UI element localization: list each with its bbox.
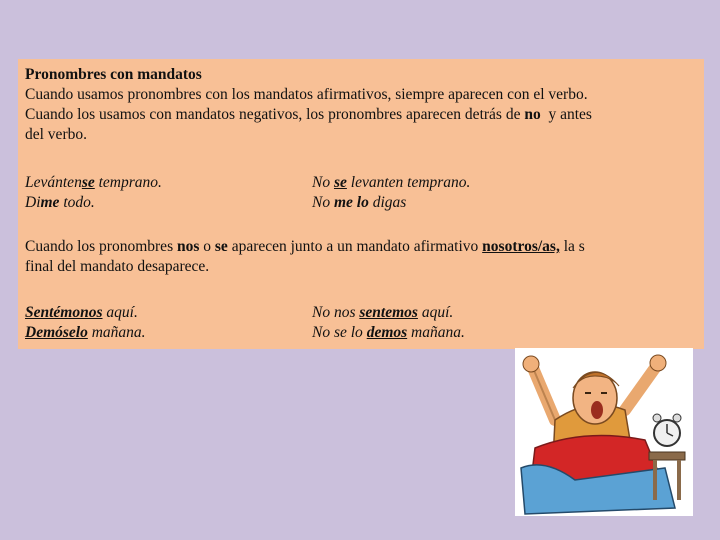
example-affirmative-2: Dime todo.: [25, 194, 95, 211]
waking-up-illustration: [515, 348, 693, 516]
intro-line-2b: y antes: [540, 106, 592, 123]
example-nosotros-1: Sentémonos aquí.: [25, 304, 138, 321]
nosotros-term: nosotros/as,: [482, 238, 560, 255]
pronoun-nos: nos: [176, 238, 200, 255]
example-nosotros-2: Demóselo mañana.: [25, 324, 146, 341]
waking-man-icon: [515, 348, 693, 516]
slide-title: Pronombres con mandatos: [25, 66, 202, 83]
content-panel: [18, 59, 704, 349]
example-nosotros-neg-2: No se lo demos mañana.: [312, 324, 465, 341]
intro-no: no: [524, 106, 541, 123]
example-negative-1: No se levanten temprano.: [312, 174, 471, 191]
intro-line-3: del verbo.: [25, 126, 87, 143]
example-nosotros-neg-1: No nos sentemos aquí.: [312, 304, 454, 321]
intro-paragraph: [25, 85, 695, 145]
nosotros-paragraph: Cuando los pronombres nos o se aparecen junto a un mandato afirmativo nosotros/as, la s final del mandato desaparece.: [25, 238, 585, 275]
example-negative-2: No me lo digas: [312, 194, 407, 211]
example-affirmative-1: Levántense temprano.: [25, 174, 162, 191]
pronoun-se: se: [214, 238, 228, 255]
intro-line-2a: Cuando los usamos con mandatos negativos, los pronombres aparecen detrás de: [25, 106, 525, 123]
intro-line-1: Cuando usamos pronombres con los mandatos afirmativos, siempre aparecen con el verbo.: [25, 86, 588, 103]
